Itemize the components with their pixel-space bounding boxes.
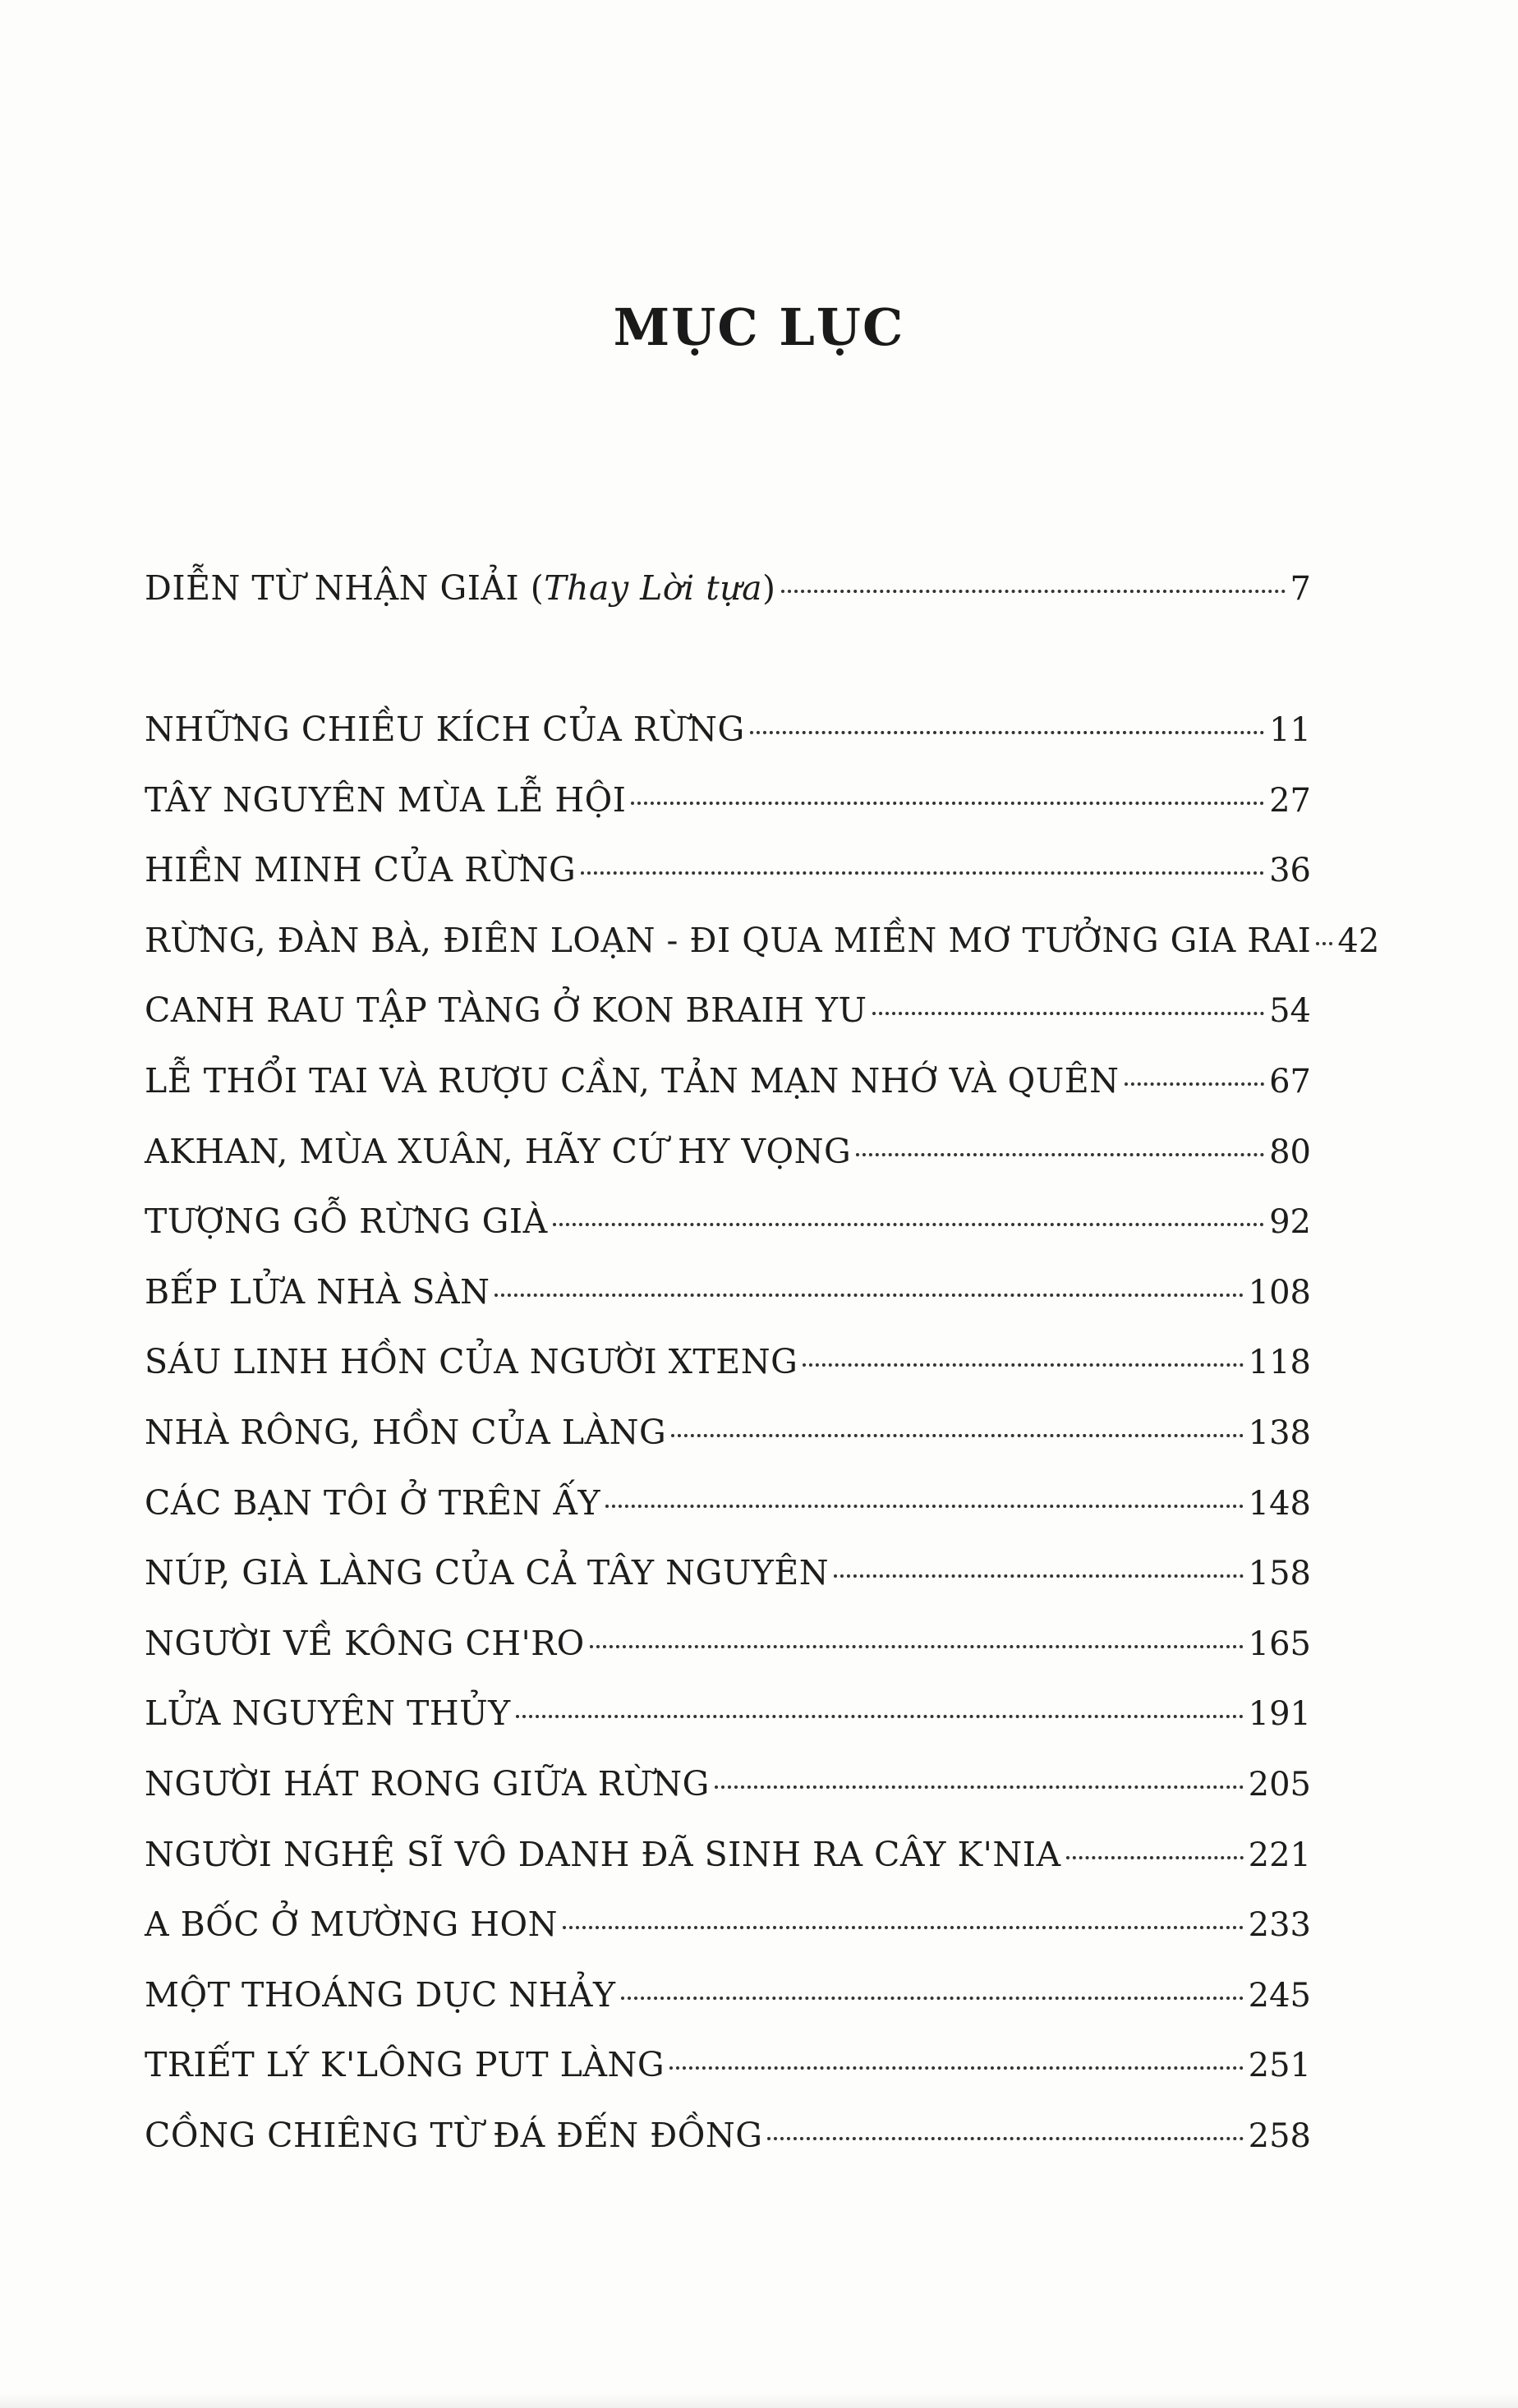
toc-entry-label: AKHAN, MÙA XUÂN, HÃY CỨ HY VỌNG	[145, 1132, 852, 1171]
toc-entry-label: LỬA NGUYÊN THỦY	[145, 1693, 511, 1733]
toc-entry-page: 138	[1248, 1414, 1311, 1452]
toc-entry-page: 221	[1248, 1836, 1311, 1874]
toc-entry-label: BẾP LỬA NHÀ SÀN	[145, 1272, 490, 1312]
toc-entry-label: HIỀN MINH CỦA RỪNG	[145, 850, 577, 889]
toc-entry	[145, 777, 1311, 823]
toc-entry-label: NHÀ RÔNG, HỒN CỦA LÀNG	[145, 1413, 667, 1452]
toc-entry	[145, 847, 1311, 893]
toc-entry-page: 7	[1290, 570, 1311, 608]
toc-entry-label: CANH RAU TẬP TÀNG Ở KON BRAIH YU	[145, 990, 867, 1030]
toc-entry	[145, 1901, 1311, 1947]
toc-entry	[145, 1831, 1311, 1877]
dot-leader	[516, 1715, 1244, 1718]
dot-leader	[781, 590, 1286, 593]
toc-entry	[145, 1269, 1311, 1315]
toc-entry	[145, 1690, 1311, 1736]
toc-entry-page: 251	[1248, 2047, 1311, 2084]
toc-entry-label: TÂY NGUYÊN MÙA LỄ HỘI	[145, 780, 627, 820]
toc-entry-label: RỪNG, ĐÀN BÀ, ĐIÊN LOẠN - ĐI QUA MIỀN MƠ TƯỞNG GIA RAI	[145, 921, 1312, 960]
toc-entry-page: 42	[1337, 922, 1380, 960]
dot-leader	[872, 1012, 1265, 1015]
toc-entry-label: DIỄN TỪ NHẬN GIẢI (Thay Lời tựa)	[145, 568, 776, 608]
toc-entry-page: 27	[1269, 782, 1311, 820]
page-edge-shadow	[0, 2393, 1518, 2408]
toc-entry-label: LỄ THỔI TAI VÀ RƯỢU CẦN, TẢN MẠN NHỚ VÀ QUÊN	[145, 1061, 1120, 1101]
toc-entry	[145, 1128, 1311, 1174]
toc-entry	[145, 1339, 1311, 1385]
toc-entry	[145, 1058, 1311, 1104]
toc-entry	[145, 987, 1311, 1033]
dot-leader	[1066, 1856, 1244, 1859]
toc-entry-page: 165	[1248, 1625, 1311, 1663]
toc-entry	[145, 917, 1380, 963]
toc-entry-page: 148	[1248, 1485, 1311, 1523]
toc-entry-page: 54	[1269, 992, 1311, 1030]
toc-entry-page: 191	[1248, 1695, 1311, 1733]
toc-entry-label: TRIẾT LÝ K'LÔNG PUT LÀNG	[145, 2045, 665, 2084]
dot-leader	[1125, 1082, 1265, 1086]
toc-entry-page: 205	[1248, 1766, 1311, 1804]
toc-entry	[145, 1409, 1311, 1455]
toc-entry-label: CỒNG CHIÊNG TỪ ĐÁ ĐẾN ĐỒNG	[145, 2116, 763, 2155]
toc-entry-page: 92	[1269, 1203, 1311, 1241]
dot-leader	[671, 1434, 1243, 1437]
toc-entry-page: 11	[1269, 711, 1311, 749]
page-title: MỤC LỤC	[613, 297, 905, 357]
dot-leader	[553, 1223, 1264, 1226]
toc-entry	[145, 1620, 1311, 1666]
toc-entry-label: NGƯỜI HÁT RONG GIỮA RỪNG	[145, 1764, 710, 1804]
toc-entry	[145, 1972, 1311, 2018]
dot-leader	[1316, 942, 1332, 945]
toc-entry-label: NGƯỜI NGHỆ SĨ VÔ DANH ĐÃ SINH RA CÂY K'NIA	[145, 1835, 1061, 1874]
dot-leader	[834, 1574, 1244, 1578]
toc-entry	[145, 1480, 1311, 1526]
toc-entry	[145, 2112, 1311, 2158]
toc-entry-page: 108	[1248, 1274, 1311, 1312]
toc-entry-preface	[145, 565, 1311, 611]
toc-entry-label: SÁU LINH HỒN CỦA NGƯỜI XTENG	[145, 1342, 798, 1381]
toc-entry-label: NGƯỜI VỀ KÔNG CH'RO	[145, 1624, 585, 1663]
dot-leader	[750, 731, 1264, 734]
toc-entry	[145, 706, 1311, 752]
toc-entry-page: 80	[1269, 1133, 1311, 1171]
dot-leader	[590, 1645, 1244, 1648]
dot-leader	[856, 1153, 1264, 1156]
toc-entry-page: 158	[1248, 1555, 1311, 1592]
dot-leader	[767, 2137, 1243, 2140]
toc-entry-page: 67	[1269, 1063, 1311, 1101]
toc-entry	[145, 1198, 1311, 1244]
toc-entry-page: 233	[1248, 1906, 1311, 1944]
toc-entry-label: NÚP, GIÀ LÀNG CỦA CẢ TÂY NGUYÊN	[145, 1553, 830, 1592]
toc-entry-page: 118	[1248, 1344, 1311, 1381]
dot-leader	[715, 1785, 1244, 1789]
toc-entry-page: 258	[1248, 2117, 1311, 2155]
toc-entry-label: CÁC BẠN TÔI Ở TRÊN ẤY	[145, 1483, 601, 1523]
dot-leader	[621, 1997, 1244, 2000]
toc-entry-label: TƯỢNG GỖ RỪNG GIÀ	[145, 1202, 548, 1241]
dot-leader	[494, 1294, 1243, 1297]
toc-entry-label: MỘT THOÁNG DỤC NHẢY	[145, 1975, 616, 2015]
toc-entry-label: NHỮNG CHIỀU KÍCH CỦA RỪNG	[145, 710, 745, 749]
toc-entry-label: A BỐC Ở MƯỜNG HON	[145, 1905, 558, 1944]
toc-entry	[145, 2042, 1311, 2088]
dot-leader	[803, 1363, 1243, 1367]
toc-entry-page: 36	[1269, 852, 1311, 889]
dot-leader	[605, 1505, 1244, 1508]
dot-leader	[631, 802, 1264, 805]
toc-entry	[145, 1761, 1311, 1807]
dot-leader	[563, 1926, 1244, 1929]
toc-entry	[145, 1550, 1311, 1596]
dot-leader	[669, 2066, 1244, 2070]
dot-leader	[581, 871, 1264, 875]
toc-entry-page: 245	[1248, 1977, 1311, 2015]
